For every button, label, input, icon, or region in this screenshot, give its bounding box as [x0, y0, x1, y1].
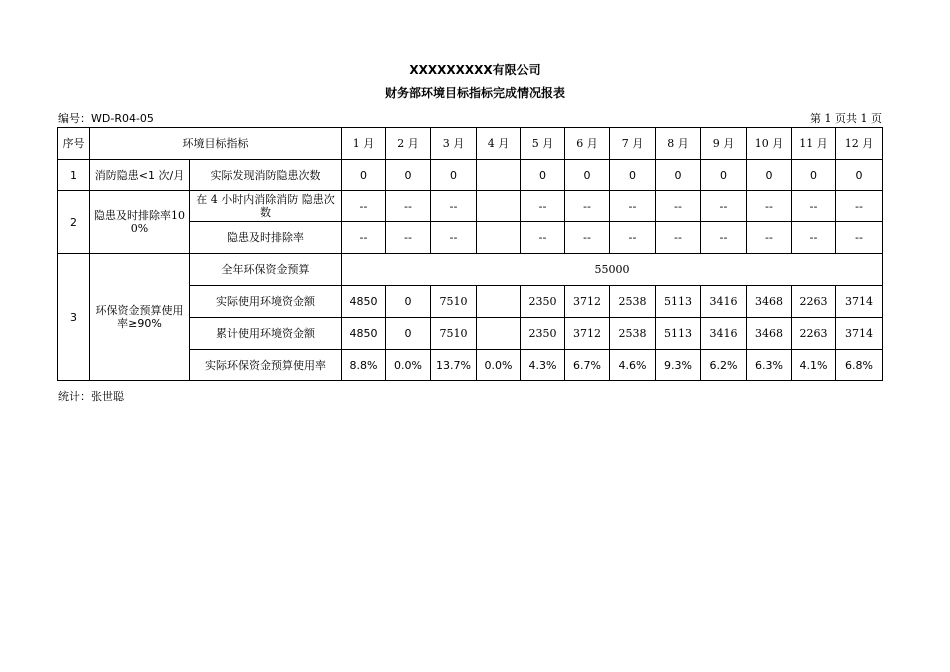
value-cell: 3712 [565, 286, 610, 318]
report-body [58, 128, 883, 381]
report-table [57, 127, 883, 381]
value-cell: 2350 [521, 286, 565, 318]
value-cell: 6.7% [565, 350, 610, 381]
value-cell: 0 [386, 286, 431, 318]
header-month: 2 月 [386, 128, 431, 160]
value-cell: -- [747, 191, 792, 222]
header-indicator: 环境目标指标 [90, 128, 342, 160]
header-month: 12 月 [836, 128, 883, 160]
value-cell: 2538 [610, 318, 656, 350]
value-cell: 0 [656, 160, 701, 191]
value-cell: -- [656, 191, 701, 222]
value-cell: 4.3% [521, 350, 565, 381]
value-cell: 0 [521, 160, 565, 191]
value-cell: -- [792, 222, 836, 254]
value-cell: -- [836, 191, 883, 222]
row-annual-budget [58, 254, 883, 286]
value-cell: 0 [701, 160, 747, 191]
seq-cell: 3 [58, 254, 90, 381]
value-cell [477, 222, 521, 254]
statistician: 统计：张世聪 [58, 390, 124, 403]
value-cell: -- [565, 191, 610, 222]
value-cell: 3416 [701, 286, 747, 318]
value-cell: 0 [386, 318, 431, 350]
value-cell [477, 160, 521, 191]
value-cell: -- [431, 222, 477, 254]
metric-cell: 隐患及时排除率 [190, 222, 342, 254]
target-cell: 隐患及时排除率100% [90, 191, 190, 254]
document-number: 编号：WD-R04-05 [58, 112, 154, 125]
value-cell: 2538 [610, 286, 656, 318]
value-cell: 5113 [656, 286, 701, 318]
header-month: 5 月 [521, 128, 565, 160]
header-month: 10 月 [747, 128, 792, 160]
value-cell: 3714 [836, 286, 883, 318]
metric-cell: 实际使用环境资金额 [190, 286, 342, 318]
value-cell: 0 [342, 160, 386, 191]
header-month: 3 月 [431, 128, 477, 160]
value-cell: 3468 [747, 318, 792, 350]
value-cell: 2350 [521, 318, 565, 350]
value-cell: -- [521, 222, 565, 254]
value-cell: -- [656, 222, 701, 254]
value-cell: 9.3% [656, 350, 701, 381]
value-cell: -- [836, 222, 883, 254]
value-cell: 0.0% [386, 350, 431, 381]
header-month: 4 月 [477, 128, 521, 160]
value-cell: -- [386, 191, 431, 222]
report-title: 财务部环境目标指标完成情况报表 [384, 86, 565, 100]
value-cell: 3468 [747, 286, 792, 318]
target-cell: 消防隐患<1 次/月 [90, 160, 190, 191]
metric-cell: 实际环保资金预算使用率 [190, 350, 342, 381]
annual-budget-value: 55000 [342, 254, 883, 286]
value-cell: 3416 [701, 318, 747, 350]
value-cell: 0 [431, 160, 477, 191]
value-cell: 4.1% [792, 350, 836, 381]
value-cell: 7510 [431, 318, 477, 350]
value-cell: 0 [565, 160, 610, 191]
value-cell: 7510 [431, 286, 477, 318]
header-month: 11 月 [792, 128, 836, 160]
value-cell: -- [701, 222, 747, 254]
target-cell: 环保资金预算使用率≥90% [90, 254, 190, 381]
metric-cell: 实际发现消防隐患次数 [190, 160, 342, 191]
row-fire-hazard [58, 160, 883, 191]
value-cell: 2263 [792, 318, 836, 350]
value-cell [477, 318, 521, 350]
row-hazard-clearance [58, 191, 883, 222]
header-month: 9 月 [701, 128, 747, 160]
company-name: XXXXXXXXX有限公司 [409, 63, 541, 77]
value-cell: 0 [747, 160, 792, 191]
seq-cell: 2 [58, 191, 90, 254]
page-info: 第 1 页共 1 页 [810, 112, 882, 125]
value-cell: 6.2% [701, 350, 747, 381]
value-cell: -- [342, 191, 386, 222]
value-cell: 0 [792, 160, 836, 191]
value-cell: 4850 [342, 318, 386, 350]
value-cell: -- [610, 222, 656, 254]
value-cell: 0 [386, 160, 431, 191]
value-cell: 5113 [656, 318, 701, 350]
value-cell: 6.8% [836, 350, 883, 381]
value-cell: 3714 [836, 318, 883, 350]
value-cell: 6.3% [747, 350, 792, 381]
value-cell: -- [431, 191, 477, 222]
seq-cell: 1 [58, 160, 90, 191]
value-cell: 4850 [342, 286, 386, 318]
value-cell [477, 191, 521, 222]
header-month: 6 月 [565, 128, 610, 160]
value-cell: -- [701, 191, 747, 222]
header-row [58, 128, 883, 160]
value-cell: 13.7% [431, 350, 477, 381]
header-month: 1 月 [342, 128, 386, 160]
value-cell: 0 [836, 160, 883, 191]
value-cell: -- [386, 222, 431, 254]
value-cell: -- [565, 222, 610, 254]
value-cell: 4.6% [610, 350, 656, 381]
value-cell: -- [747, 222, 792, 254]
value-cell: -- [342, 222, 386, 254]
value-cell: 0 [610, 160, 656, 191]
metric-cell: 全年环保资金预算 [190, 254, 342, 286]
metric-cell: 累计使用环境资金额 [190, 318, 342, 350]
value-cell [477, 286, 521, 318]
header-month: 8 月 [656, 128, 701, 160]
value-cell: 8.8% [342, 350, 386, 381]
value-cell: 3712 [565, 318, 610, 350]
value-cell: 0.0% [477, 350, 521, 381]
header-month: 7 月 [610, 128, 656, 160]
header-seq: 序号 [58, 128, 90, 160]
value-cell: -- [521, 191, 565, 222]
value-cell: -- [792, 191, 836, 222]
metric-cell: 在 4 小时内消除消防 隐患次数 [190, 191, 342, 222]
value-cell: -- [610, 191, 656, 222]
value-cell: 2263 [792, 286, 836, 318]
